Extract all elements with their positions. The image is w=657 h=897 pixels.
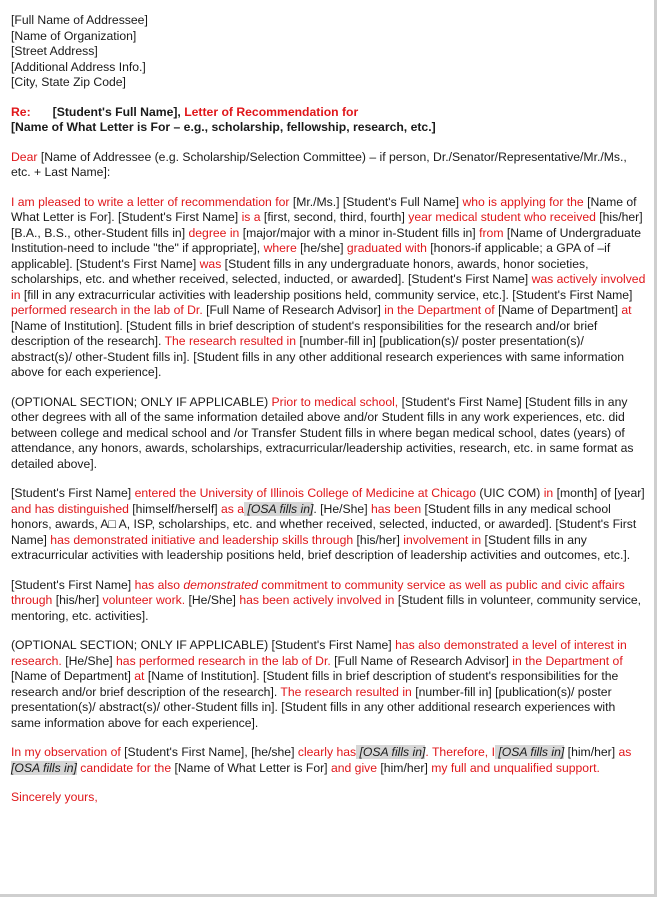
text-segment: [major/major with a minor in-Student fills in] xyxy=(239,225,480,240)
text-segment: is a xyxy=(241,210,261,224)
text-segment: candidate for the xyxy=(76,760,172,775)
text-segment: . Therefore, I xyxy=(425,745,495,759)
street-address: [Street Address] xyxy=(11,44,98,58)
text-segment: [Name of What Letter is For] xyxy=(171,760,331,775)
text-segment: has also demonstrated a level of interest in research. xyxy=(11,638,627,668)
text-segment: [He/She] xyxy=(185,593,240,607)
text-segment: in the Department of xyxy=(512,653,623,668)
text-segment: [Name of Department] xyxy=(11,669,135,683)
text-segment: (UIC COM) xyxy=(476,486,544,500)
text-segment: [he/she] xyxy=(296,241,347,255)
text-segment: graduated with xyxy=(346,241,427,255)
text-segment: [him/her] xyxy=(564,745,619,759)
re-label: Re: xyxy=(11,104,31,119)
additional-address: [Additional Address Info.] xyxy=(11,59,146,74)
paragraph-community-service xyxy=(11,578,646,625)
text-segment: [Full Name of Research Advisor] xyxy=(202,303,385,317)
text-segment: [Student fills in volunteer, community service, mentoring, etc. activities]. xyxy=(11,593,642,623)
re-purpose: [Name of What Letter is For – e.g., scholarship, fellowship, research, etc.] xyxy=(11,120,436,134)
salutation xyxy=(11,150,646,181)
paragraph-optional-prior xyxy=(11,395,646,473)
organization-name: [Name of Organization] xyxy=(11,28,137,43)
text-segment: my full and unqualified support. xyxy=(431,760,600,775)
text-segment: Dear xyxy=(11,149,41,164)
text-segment: [number-fill in] [publication(s)/ poster presentation(s)/ abstract(s)/ other-Student fills in]. [Student fills in any other additional research experiences with same information above for each experience]. xyxy=(11,684,616,730)
text-segment: (OPTIONAL SECTION; ONLY IF APPLICABLE) xyxy=(11,394,272,409)
text-segment: [Student's First Name], [he/she] xyxy=(120,745,298,759)
text-segment: commitment to community service as well as public and civic affairs through xyxy=(11,577,625,607)
closing: Sincerely yours, xyxy=(11,790,98,804)
text-segment: as a xyxy=(221,501,245,516)
text-segment: and give xyxy=(330,760,378,775)
text-segment: [number-fill in] [publication(s)/ poster presentation(s)/ abstract(s)/ other-Student fills in]. [Student fills in any other additional research experiences with same information above for each experience]. xyxy=(11,334,625,379)
text-segment: has been actively involved in xyxy=(239,593,395,607)
osa-fill-field: [OSA fills in] xyxy=(494,745,565,759)
text-segment: [Full Name of Research Advisor] xyxy=(330,653,513,668)
text-segment: [him/her] xyxy=(377,760,432,775)
text-segment: [Name of Institution]. [Student fills in brief description of student's responsibilities for the research and/or brief description of the research]. xyxy=(11,669,619,699)
text-segment: [month] of [year] xyxy=(553,486,645,500)
re-separator: , xyxy=(177,104,185,119)
text-segment: entered the University of Illinois College of Medicine at Chicago xyxy=(134,486,477,500)
address-block xyxy=(11,13,646,91)
text-segment: [Mr./Ms.] [Student's Full Name] xyxy=(292,194,463,209)
subject-line xyxy=(11,105,646,136)
text-segment: In my observation of xyxy=(11,745,121,759)
text-segment: at xyxy=(621,303,632,317)
text-segment: [Name of What Letter is For]. [Student's First Name] xyxy=(11,194,637,224)
paragraph-introduction xyxy=(11,195,646,381)
text-segment: [Name of Institution]. [Student fills in brief description of student's responsibilities for the research and/or brief description of the research]. xyxy=(11,318,598,348)
text-segment: [his/her] xyxy=(353,532,404,547)
text-segment: [fill in any extracurricular activities with leadership positions held, community service, etc.]. [Student's First Name] xyxy=(20,287,633,302)
text-segment: in the Department of xyxy=(384,303,495,317)
text-segment: I am pleased to write a letter of recommendation for xyxy=(11,194,293,209)
text-segment: volunteer work. xyxy=(102,593,186,607)
text-segment: The research resulted in xyxy=(164,334,296,348)
text-segment: in xyxy=(543,486,554,500)
re-student-name: [Student's Full Name] xyxy=(52,104,178,119)
text-segment: [his/her] [B.A., B.S., other-Student fills in] xyxy=(11,210,643,240)
text-segment: where xyxy=(263,241,297,255)
text-segment: was actively involved in xyxy=(11,272,646,302)
text-segment: [his/her] xyxy=(52,593,103,607)
city-state-zip: [City, State Zip Code] xyxy=(11,75,126,89)
paragraph-optional-research xyxy=(11,638,646,731)
re-title: Letter of Recommendation for xyxy=(184,104,359,119)
osa-fill-field: [OSA fills in] xyxy=(244,501,314,516)
text-segment: who is applying for the xyxy=(462,194,584,209)
text-segment: as xyxy=(618,745,632,759)
text-segment: has been xyxy=(370,501,422,516)
text-segment: has also xyxy=(134,577,184,592)
text-segment: demonstrated xyxy=(183,577,258,592)
text-segment: (OPTIONAL SECTION; ONLY IF APPLICABLE) [Student's First Name] xyxy=(11,638,396,652)
text-segment: year medical student who received xyxy=(408,210,596,224)
text-segment: degree in xyxy=(188,225,240,240)
text-segment: has demonstrated initiative and leadership skills through xyxy=(50,532,354,547)
text-segment: [He/She] xyxy=(61,653,117,668)
text-segment: [Name of Department] xyxy=(494,303,622,317)
paragraph-medical-school xyxy=(11,486,646,564)
text-segment: The research resulted in xyxy=(280,684,412,699)
text-segment: [himself/herself] xyxy=(128,501,222,516)
text-segment: [Student's First Name] [Student fills in any other degrees with all of the same information detailed above and/or Student fills in any work experiences, etc. did between college and medical school and /or Transfer Student fills in where began medical school, dates (years) of attendance, any honors, awards, scholarships, extracurricular/leadership activities, research, etc. in same format as detailed above]. xyxy=(11,394,634,471)
text-segment: and has distinguished xyxy=(11,501,129,516)
text-segment: clearly has xyxy=(297,745,357,759)
text-segment: was xyxy=(199,256,222,271)
text-segment: [Student fills in any undergraduate honors, awards, honor societies, scholarships, etc. and whether received, selected, inducted, or awarded]. [Student's First Name] xyxy=(11,256,589,286)
addressee-name: [Full Name of Addressee] xyxy=(11,13,148,27)
text-segment: Prior to medical school, xyxy=(271,394,399,409)
text-segment: [first, second, third, fourth] xyxy=(260,210,409,224)
text-segment: involvement in xyxy=(403,532,482,547)
osa-fill-field: [OSA fills in] xyxy=(11,760,77,775)
text-segment: [Name of Undergraduate Institution-need to include "the" if appropriate], xyxy=(11,225,641,255)
text-segment: [Student's First Name] xyxy=(11,486,135,500)
text-segment: [Student's First Name] xyxy=(11,577,135,592)
text-segment: has performed research in the lab of Dr. xyxy=(116,653,331,668)
text-segment: . [He/She] xyxy=(313,501,371,516)
osa-fill-field: [OSA fills in] xyxy=(356,745,426,759)
text-segment: from xyxy=(479,225,504,240)
text-segment: at xyxy=(134,669,145,683)
text-segment: [Student fills in any medical school honors, awards, A□ A, ISP, scholarships, etc. and whether received, selected, inducted, or awarded]. [Student's First Name] xyxy=(11,501,637,547)
text-segment: [Name of Addressee (e.g. Scholarship/Selection Committee) – if person, Dr./Senator/Representative/Mr./Ms., etc. + Last Name]: xyxy=(11,149,627,179)
text-segment: [Student fills in any extracurricular activities with leadership positions held, brief description of leadership activities and outcomes, etc.]. xyxy=(11,532,631,562)
text-segment: [honors-if applicable; a GPA of –if applicable]. [Student's First Name] xyxy=(11,241,611,271)
text-segment: performed research in the lab of Dr. xyxy=(11,303,203,317)
paragraph-conclusion xyxy=(11,745,646,776)
